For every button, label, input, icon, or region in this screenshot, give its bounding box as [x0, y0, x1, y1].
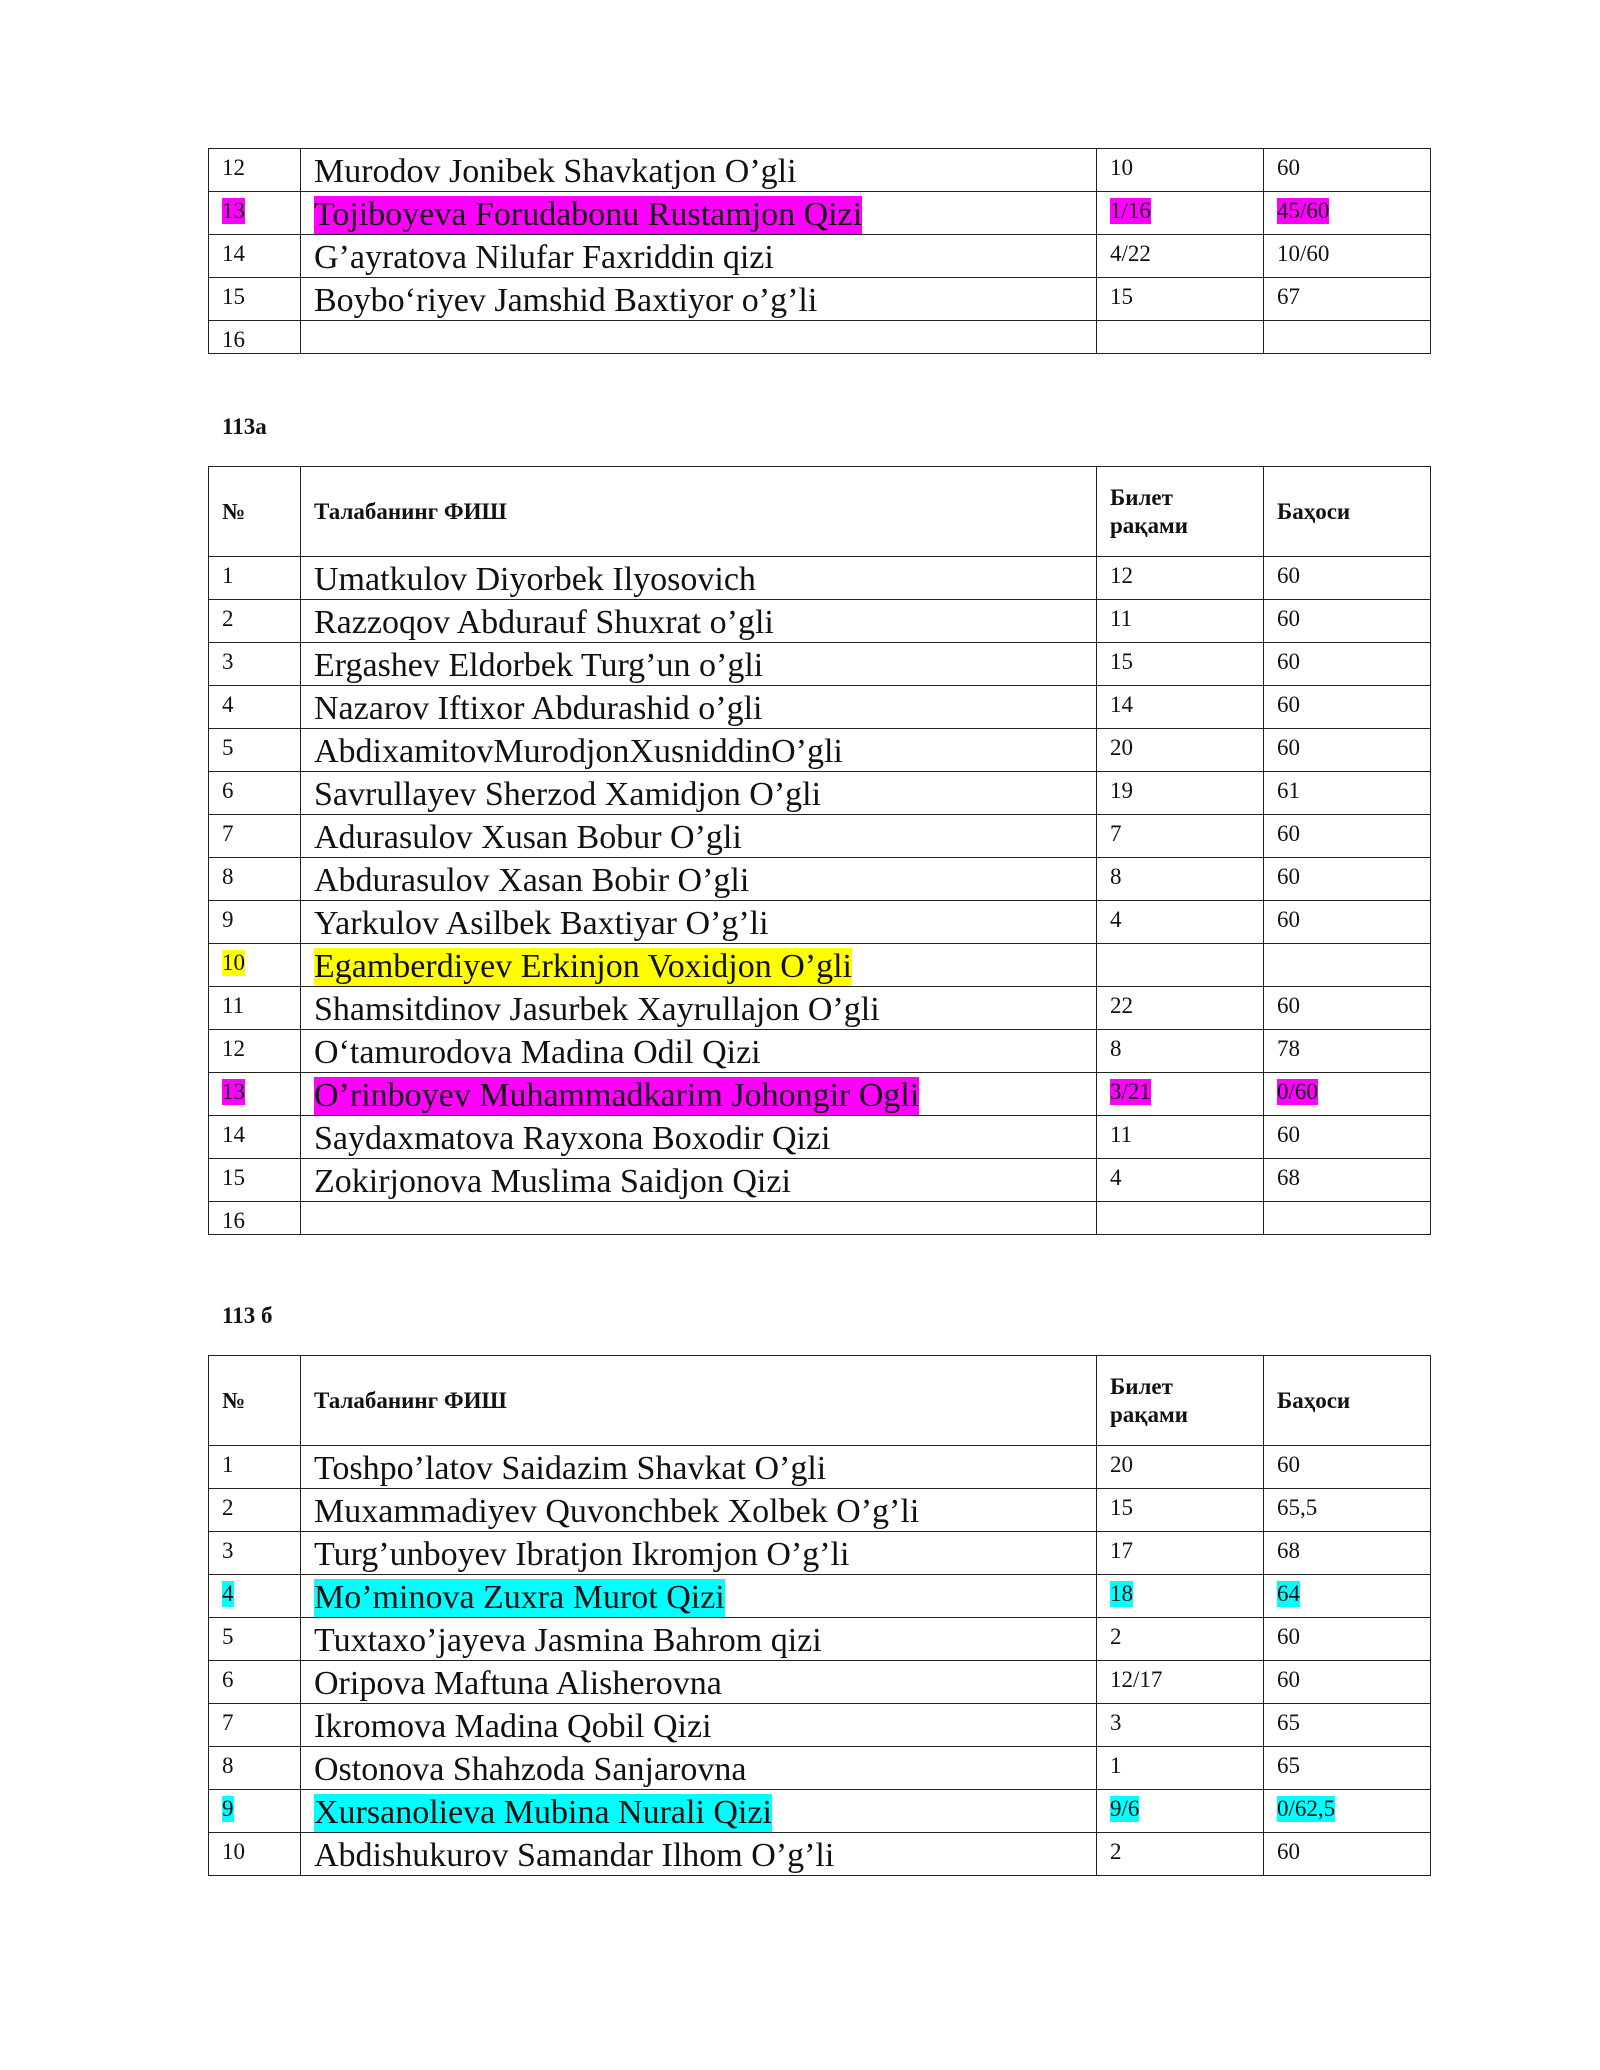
ticket-number-cell	[1097, 686, 1264, 729]
grade-value: 68	[1277, 1165, 1300, 1190]
row-number: 15	[222, 284, 245, 309]
grade-value: 60	[1277, 1624, 1300, 1649]
table-row	[209, 1030, 1431, 1073]
grade-value-cell	[1264, 1833, 1431, 1876]
student-name-cell	[301, 686, 1097, 729]
ticket-number: 4	[1110, 907, 1122, 932]
table-row	[209, 1446, 1431, 1489]
student-name-cell	[301, 1489, 1097, 1532]
ticket-number: 10	[1110, 155, 1133, 180]
grade-value-cell	[1264, 858, 1431, 901]
student-name: Nazarov Iftixor Abdurashid o’gli	[314, 690, 763, 727]
student-name-cell	[301, 815, 1097, 858]
row-number: 1	[222, 1452, 234, 1477]
grade-value-cell	[1264, 278, 1431, 321]
ticket-number: 3	[1110, 1710, 1122, 1735]
student-name: Muxammadiyev Quvonchbek Xolbek O’g’li	[314, 1493, 920, 1530]
student-name: Adurasulov Xusan Bobur O’gli	[314, 819, 742, 856]
grade-value: 61	[1277, 778, 1300, 803]
group-label-113a: 113а	[222, 414, 267, 439]
row-number-cell	[209, 987, 301, 1030]
student-name: Razzoqov Abdurauf Shuxrat o’gli	[314, 604, 774, 641]
header-grade-cell: Баҳоси	[1264, 467, 1431, 557]
table-row	[209, 149, 1431, 192]
row-number: 12	[222, 1036, 245, 1061]
ticket-number-cell	[1097, 192, 1264, 235]
ticket-number-cell	[1097, 772, 1264, 815]
grade-value: 60	[1277, 864, 1300, 889]
student-name-cell	[301, 321, 1097, 354]
table-row	[209, 1202, 1431, 1235]
student-name: Mo’minova Zuxra Murot Qizi	[314, 1579, 725, 1616]
row-number-cell	[209, 192, 301, 235]
ticket-number-cell	[1097, 278, 1264, 321]
ticket-number-cell	[1097, 643, 1264, 686]
table-row	[209, 1704, 1431, 1747]
grade-value-cell	[1264, 686, 1431, 729]
row-number-cell	[209, 600, 301, 643]
row-number: 10	[222, 950, 245, 975]
ticket-number-cell	[1097, 1833, 1264, 1876]
student-name: Umatkulov Diyorbek Ilyosovich	[314, 561, 756, 598]
grade-value-cell	[1264, 1159, 1431, 1202]
table-row	[209, 987, 1431, 1030]
table-row	[209, 729, 1431, 772]
student-name: Toshpo’latov Saidazim Shavkat O’gli	[314, 1450, 827, 1487]
ticket-number: 8	[1110, 1036, 1122, 1061]
ticket-number-cell	[1097, 1618, 1264, 1661]
student-name-cell	[301, 600, 1097, 643]
student-name: Egamberdiyev Erkinjon Voxidjon O’gli	[314, 948, 852, 985]
row-number-cell	[209, 1790, 301, 1833]
ticket-number: 8	[1110, 864, 1122, 889]
grade-value-cell	[1264, 149, 1431, 192]
grade-value: 60	[1277, 735, 1300, 760]
grade-value-cell	[1264, 1030, 1431, 1073]
ticket-number-cell	[1097, 901, 1264, 944]
row-number: 16	[222, 1208, 245, 1233]
row-number: 4	[222, 1581, 234, 1606]
grade-value: 65	[1277, 1710, 1300, 1735]
header-grade-cell: Баҳоси	[1264, 1356, 1431, 1446]
row-number-cell	[209, 235, 301, 278]
row-number-cell	[209, 557, 301, 600]
row-number-cell	[209, 944, 301, 987]
table-row	[209, 858, 1431, 901]
ticket-number: 9/6	[1110, 1796, 1140, 1821]
grade-value-cell	[1264, 600, 1431, 643]
grade-value-cell	[1264, 192, 1431, 235]
table-header-row	[209, 467, 1431, 557]
student-name: Saydaxmatova Rayxona Boxodir Qizi	[314, 1120, 831, 1157]
ticket-number-cell	[1097, 149, 1264, 192]
row-number-cell	[209, 901, 301, 944]
ticket-number: 2	[1110, 1624, 1122, 1649]
row-number-cell	[209, 149, 301, 192]
grade-value: 45/60	[1277, 198, 1330, 223]
ticket-number: 18	[1110, 1581, 1133, 1606]
student-name: Shamsitdinov Jasurbek Xayrullajon O’gli	[314, 991, 880, 1028]
table-row	[209, 1661, 1431, 1704]
grades-table-continued	[208, 148, 1431, 354]
row-number-cell	[209, 1661, 301, 1704]
student-name: Boybo‘riyev Jamshid Baxtiyor o’g’li	[314, 282, 818, 319]
student-name: Xursanolieva Mubina Nurali Qizi	[314, 1794, 772, 1831]
grade-value: 60	[1277, 907, 1300, 932]
student-name: Turg’unboyev Ibratjon Ikromjon O’g’li	[314, 1536, 850, 1573]
ticket-number: 1	[1110, 1753, 1122, 1778]
row-number: 2	[222, 606, 234, 631]
grade-value-cell	[1264, 1618, 1431, 1661]
student-name-cell	[301, 944, 1097, 987]
row-number: 15	[222, 1165, 245, 1190]
row-number-cell	[209, 1116, 301, 1159]
row-number-cell	[209, 1575, 301, 1618]
row-number-cell	[209, 858, 301, 901]
ticket-number: 17	[1110, 1538, 1133, 1563]
grade-value-cell	[1264, 1116, 1431, 1159]
ticket-number-cell	[1097, 729, 1264, 772]
ticket-number-cell	[1097, 1661, 1264, 1704]
ticket-number: 7	[1110, 821, 1122, 846]
row-number: 5	[222, 1624, 234, 1649]
table-row	[209, 1116, 1431, 1159]
grade-value-cell	[1264, 1704, 1431, 1747]
ticket-number: 15	[1110, 284, 1133, 309]
table-row	[209, 278, 1431, 321]
row-number: 9	[222, 1796, 234, 1821]
student-name-cell	[301, 278, 1097, 321]
student-name: Ostonova Shahzoda Sanjarovna	[314, 1751, 747, 1788]
row-number-cell	[209, 1704, 301, 1747]
row-number: 6	[222, 1667, 234, 1692]
row-number: 11	[222, 993, 245, 1018]
ticket-number: 14	[1110, 692, 1133, 717]
student-name: Murodov Jonibek Shavkatjon O’gli	[314, 153, 797, 190]
ticket-number-cell	[1097, 1030, 1264, 1073]
table-row	[209, 192, 1431, 235]
table-row	[209, 1159, 1431, 1202]
row-number: 7	[222, 1710, 234, 1735]
student-name-cell	[301, 1202, 1097, 1235]
grade-value-cell	[1264, 1202, 1431, 1235]
row-number: 6	[222, 778, 234, 803]
row-number-cell	[209, 1833, 301, 1876]
row-number: 14	[222, 241, 245, 266]
ticket-number: 20	[1110, 1452, 1133, 1477]
student-name-cell	[301, 643, 1097, 686]
row-number-cell	[209, 1747, 301, 1790]
student-name: AbdixamitovMurodjonXusniddinO’gli	[314, 733, 843, 770]
student-name: Ikromova Madina Qobil Qizi	[314, 1708, 712, 1745]
ticket-number: 4	[1110, 1165, 1122, 1190]
table-row	[209, 772, 1431, 815]
grade-value-cell	[1264, 1747, 1431, 1790]
grade-value: 60	[1277, 821, 1300, 846]
ticket-number-cell	[1097, 815, 1264, 858]
student-name-cell	[301, 1661, 1097, 1704]
row-number-cell	[209, 1532, 301, 1575]
ticket-number: 20	[1110, 735, 1133, 760]
row-number-cell	[209, 686, 301, 729]
row-number-cell	[209, 1030, 301, 1073]
grade-value: 68	[1277, 1538, 1300, 1563]
row-number-cell	[209, 278, 301, 321]
ticket-number-cell	[1097, 1446, 1264, 1489]
ticket-number: 12	[1110, 563, 1133, 588]
student-name-cell	[301, 772, 1097, 815]
grade-value: 60	[1277, 692, 1300, 717]
ticket-number: 12/17	[1110, 1667, 1163, 1692]
ticket-number: 15	[1110, 649, 1133, 674]
table-row	[209, 557, 1431, 600]
row-number: 8	[222, 864, 234, 889]
grade-value: 60	[1277, 649, 1300, 674]
student-name-cell	[301, 1159, 1097, 1202]
student-name-cell	[301, 1790, 1097, 1833]
row-number: 9	[222, 907, 234, 932]
grade-value: 0/62,5	[1277, 1796, 1336, 1821]
ticket-number-cell	[1097, 1532, 1264, 1575]
ticket-number-cell	[1097, 1575, 1264, 1618]
ticket-number: 4/22	[1110, 241, 1151, 266]
grade-value-cell	[1264, 1489, 1431, 1532]
row-number: 13	[222, 1079, 245, 1104]
ticket-number-cell	[1097, 1489, 1264, 1532]
table-row	[209, 600, 1431, 643]
student-name: Tuxtaxo’jayeva Jasmina Bahrom qizi	[314, 1622, 822, 1659]
header-number-cell: №	[209, 467, 301, 557]
student-name: Zokirjonova Muslima Saidjon Qizi	[314, 1163, 791, 1200]
ticket-number-cell	[1097, 1790, 1264, 1833]
ticket-number: 1/16	[1110, 198, 1151, 223]
ticket-number-cell	[1097, 1202, 1264, 1235]
ticket-number-cell	[1097, 944, 1264, 987]
table-row	[209, 901, 1431, 944]
student-name-cell	[301, 1116, 1097, 1159]
student-name: O‘tamurodova Madina Odil Qizi	[314, 1034, 761, 1071]
row-number: 14	[222, 1122, 245, 1147]
student-name: Oripova Maftuna Alisherovna	[314, 1665, 722, 1702]
table-row	[209, 235, 1431, 278]
row-number: 8	[222, 1753, 234, 1778]
row-number: 16	[222, 327, 245, 352]
grade-value: 60	[1277, 606, 1300, 631]
ticket-number-cell	[1097, 1116, 1264, 1159]
grade-value-cell	[1264, 643, 1431, 686]
header-name-cell: Талабанинг ФИШ	[301, 1356, 1097, 1446]
grade-value-cell	[1264, 1790, 1431, 1833]
ticket-number: 19	[1110, 778, 1133, 803]
row-number-cell	[209, 1159, 301, 1202]
grade-value: 60	[1277, 1122, 1300, 1147]
ticket-number-cell	[1097, 321, 1264, 354]
table-row	[209, 944, 1431, 987]
row-number: 7	[222, 821, 234, 846]
grade-value-cell	[1264, 1532, 1431, 1575]
grade-value-cell	[1264, 1661, 1431, 1704]
row-number-cell	[209, 1618, 301, 1661]
student-name: Yarkulov Asilbek Baxtiyar O’g’li	[314, 905, 769, 942]
student-name-cell	[301, 1747, 1097, 1790]
student-name-cell	[301, 1030, 1097, 1073]
row-number: 3	[222, 649, 234, 674]
ticket-number-cell	[1097, 858, 1264, 901]
student-name-cell	[301, 1704, 1097, 1747]
student-name-cell	[301, 149, 1097, 192]
grade-value: 10/60	[1277, 241, 1330, 266]
student-name-cell	[301, 1833, 1097, 1876]
student-name: Ergashev Eldorbek Turg’un o’gli	[314, 647, 764, 684]
grades-table-113a	[208, 466, 1431, 1235]
grade-value-cell	[1264, 815, 1431, 858]
student-name: G’ayratova Nilufar Faxriddin qizi	[314, 239, 774, 276]
student-name-cell	[301, 1446, 1097, 1489]
grade-value: 60	[1277, 1667, 1300, 1692]
ticket-number: 2	[1110, 1839, 1122, 1864]
grade-value-cell	[1264, 987, 1431, 1030]
student-name-cell	[301, 192, 1097, 235]
table-row	[209, 1575, 1431, 1618]
table-row	[209, 1833, 1431, 1876]
row-number-cell	[209, 1202, 301, 1235]
student-name-cell	[301, 1618, 1097, 1661]
student-name: Tojiboyeva Forudabonu Rustamjon Qizi	[314, 196, 863, 233]
row-number-cell	[209, 1446, 301, 1489]
table-row	[209, 1532, 1431, 1575]
student-name-cell	[301, 235, 1097, 278]
table-row	[209, 1790, 1431, 1833]
row-number: 2	[222, 1495, 234, 1520]
grade-value-cell	[1264, 321, 1431, 354]
row-number-cell	[209, 815, 301, 858]
ticket-number: 11	[1110, 1122, 1133, 1147]
student-name-cell	[301, 1073, 1097, 1116]
group-label-113b: 113 б	[222, 1303, 273, 1328]
student-name-cell	[301, 901, 1097, 944]
student-name-cell	[301, 1532, 1097, 1575]
ticket-number-cell	[1097, 235, 1264, 278]
student-name-cell	[301, 557, 1097, 600]
student-name: Abdurasulov Xasan Bobir O’gli	[314, 862, 750, 899]
grade-value: 60	[1277, 1839, 1300, 1864]
student-name-cell	[301, 987, 1097, 1030]
grade-value-cell	[1264, 1073, 1431, 1116]
row-number-cell	[209, 729, 301, 772]
row-number: 10	[222, 1839, 245, 1864]
ticket-number-cell	[1097, 987, 1264, 1030]
row-number: 5	[222, 735, 234, 760]
grade-value: 60	[1277, 563, 1300, 588]
grade-value: 60	[1277, 1452, 1300, 1477]
grade-value: 0/60	[1277, 1079, 1318, 1104]
ticket-number-cell	[1097, 1159, 1264, 1202]
grade-value: 65,5	[1277, 1495, 1318, 1520]
ticket-number-cell	[1097, 1704, 1264, 1747]
header-number-cell: №	[209, 1356, 301, 1446]
grade-value: 64	[1277, 1581, 1300, 1606]
student-name-cell	[301, 858, 1097, 901]
grade-value-cell	[1264, 1575, 1431, 1618]
table-row	[209, 321, 1431, 354]
grade-value: 65	[1277, 1753, 1300, 1778]
ticket-number-cell	[1097, 1073, 1264, 1116]
student-name: Abdishukurov Samandar Ilhom O’g’li	[314, 1837, 835, 1874]
ticket-number: 22	[1110, 993, 1133, 1018]
grade-value-cell	[1264, 901, 1431, 944]
grade-value: 60	[1277, 155, 1300, 180]
ticket-number-cell	[1097, 600, 1264, 643]
table-row	[209, 1747, 1431, 1790]
row-number-cell	[209, 1489, 301, 1532]
grade-value-cell	[1264, 944, 1431, 987]
header-ticket-cell: Билет рақами	[1097, 467, 1264, 557]
grade-value-cell	[1264, 729, 1431, 772]
table-row	[209, 1618, 1431, 1661]
grade-value-cell	[1264, 772, 1431, 815]
table-row	[209, 1073, 1431, 1116]
row-number-cell	[209, 772, 301, 815]
row-number: 3	[222, 1538, 234, 1563]
table-row	[209, 643, 1431, 686]
header-name-cell: Талабанинг ФИШ	[301, 467, 1097, 557]
student-name: Savrullayev Sherzod Xamidjon O’gli	[314, 776, 822, 813]
grade-value: 60	[1277, 993, 1300, 1018]
row-number-cell	[209, 1073, 301, 1116]
header-ticket-cell: Билет рақами	[1097, 1356, 1264, 1446]
row-number: 12	[222, 155, 245, 180]
student-name: O’rinboyev Muhammadkarim Johongir Ogli	[314, 1077, 920, 1114]
table-header-row	[209, 1356, 1431, 1446]
grade-value: 78	[1277, 1036, 1300, 1061]
row-number: 1	[222, 563, 234, 588]
grades-table-113b	[208, 1355, 1431, 1876]
table-row	[209, 1489, 1431, 1532]
ticket-number-cell	[1097, 1747, 1264, 1790]
ticket-number: 15	[1110, 1495, 1133, 1520]
student-name-cell	[301, 1575, 1097, 1618]
row-number: 4	[222, 692, 234, 717]
ticket-number-cell	[1097, 557, 1264, 600]
grade-value-cell	[1264, 1446, 1431, 1489]
grade-value-cell	[1264, 235, 1431, 278]
ticket-number: 11	[1110, 606, 1133, 631]
row-number: 13	[222, 198, 245, 223]
table-row	[209, 815, 1431, 858]
grade-value-cell	[1264, 557, 1431, 600]
student-name-cell	[301, 729, 1097, 772]
ticket-number: 3/21	[1110, 1079, 1151, 1104]
table-row	[209, 686, 1431, 729]
row-number-cell	[209, 321, 301, 354]
row-number-cell	[209, 643, 301, 686]
grade-value: 67	[1277, 284, 1300, 309]
